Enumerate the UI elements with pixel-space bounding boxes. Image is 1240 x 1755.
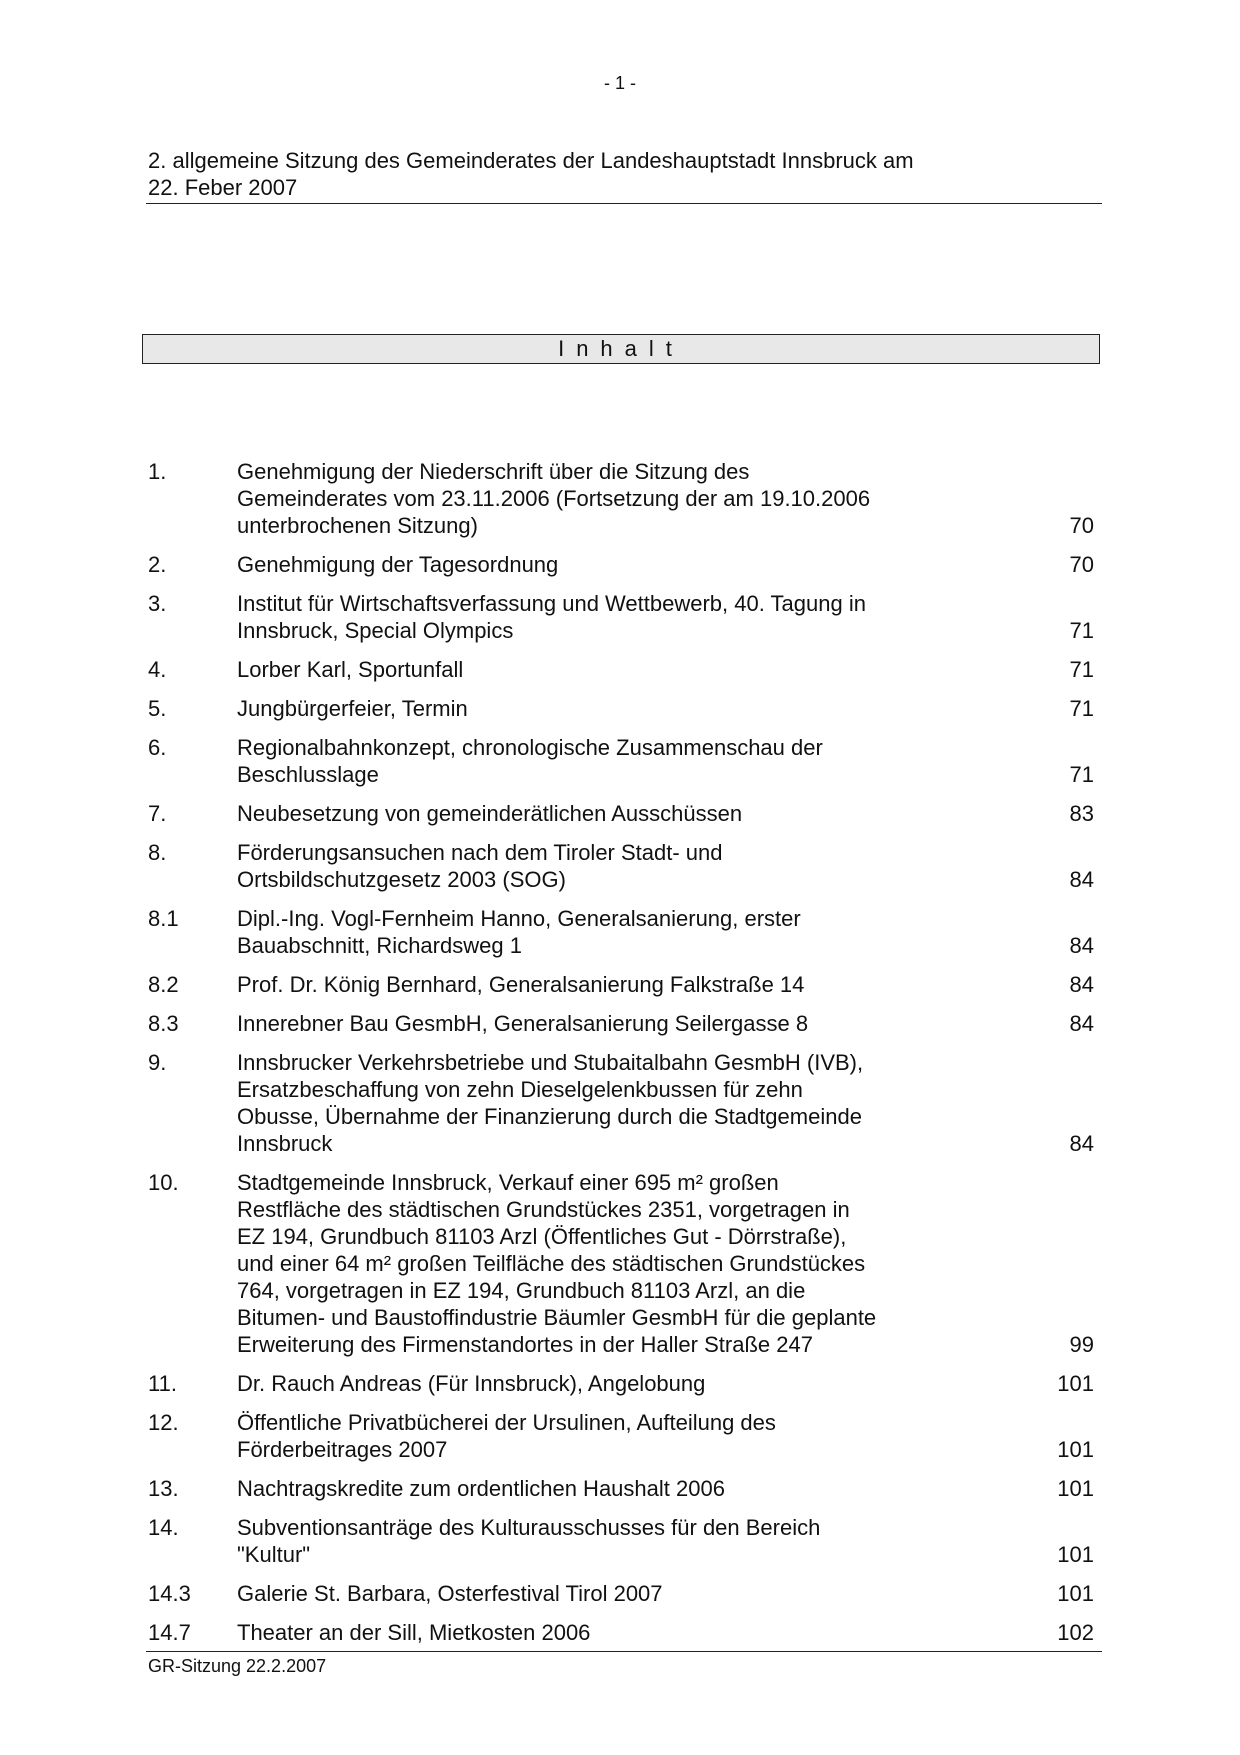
toc-entry-title <box>237 1010 937 1037</box>
toc-entry-number: 3. <box>148 591 167 616</box>
toc-entry-title <box>237 734 937 788</box>
toc-entry-title <box>237 800 937 827</box>
toc-entry-title <box>237 839 937 893</box>
footer-divider <box>146 1651 1102 1652</box>
toc-entry-title <box>237 1514 937 1568</box>
toc-entry <box>148 1514 1098 1568</box>
toc-entry-title-line: Förderungsansuchen nach dem Tiroler Stadt- und <box>237 840 723 865</box>
header-divider <box>146 203 1102 204</box>
toc-entry-title-line: unterbrochenen Sitzung) <box>237 513 478 538</box>
toc-entry <box>148 1619 1098 1646</box>
table-of-contents <box>148 458 1098 1658</box>
toc-entry-title-line: Förderbeitrages 2007 <box>237 1437 448 1462</box>
toc-entry <box>148 1169 1098 1358</box>
toc-entry-page: 101 <box>1057 1437 1094 1462</box>
toc-entry-number: 11. <box>148 1371 177 1396</box>
toc-entry-page: 71 <box>1069 657 1094 682</box>
toc-entry-title-line: 764, vorgetragen in EZ 194, Grundbuch 81103 Arzl, an die <box>237 1278 806 1303</box>
toc-entry-title-line: Genehmigung der Tagesordnung <box>237 552 559 577</box>
toc-entry-title <box>237 590 937 644</box>
toc-entry-title-line: Restfläche des städtischen Grundstückes 2351, vorgetragen in <box>237 1197 850 1222</box>
toc-entry-number: 8.3 <box>148 1011 179 1036</box>
toc-entry <box>148 458 1098 539</box>
header-line-1: 2. allgemeine Sitzung des Gemeinderates der Landeshauptstadt Innsbruck am <box>148 148 914 173</box>
toc-entry-title-line: Bauabschnitt, Richardsweg 1 <box>237 933 522 958</box>
page-number: - 1 - <box>603 73 636 93</box>
toc-entry-title-line: Ortsbildschutzgesetz 2003 (SOG) <box>237 867 566 892</box>
toc-entry-number: 2. <box>148 552 167 577</box>
toc-entry-page: 84 <box>1069 972 1094 997</box>
toc-entry-title-line: Bitumen- und Baustoffindustrie Bäumler GesmbH für die geplante <box>237 1305 877 1330</box>
toc-entry-number: 10. <box>148 1170 179 1195</box>
toc-entry-number: 14. <box>148 1515 179 1540</box>
toc-entry-page: 83 <box>1069 801 1094 826</box>
toc-entry-title-line: Obusse, Übernahme der Finanzierung durch die Stadtgemeinde <box>237 1104 862 1129</box>
toc-entry-title <box>237 695 937 722</box>
toc-entry-number: 1. <box>148 459 167 484</box>
toc-entry-number: 14.7 <box>148 1620 191 1645</box>
toc-entry-title-line: EZ 194, Grundbuch 81103 Arzl (Öffentliches Gut - Dörrstraße), <box>237 1224 847 1249</box>
toc-entry <box>148 1580 1098 1607</box>
toc-entry-title-line: Innerebner Bau GesmbH, Generalsanierung Seilergasse 8 <box>237 1011 809 1036</box>
toc-entry-page: 84 <box>1069 1011 1094 1036</box>
toc-entry <box>148 1409 1098 1463</box>
toc-entry-title <box>237 1619 937 1646</box>
toc-entry-title <box>237 1370 937 1397</box>
toc-entry-number: 6. <box>148 735 167 760</box>
document-header <box>148 147 1098 201</box>
toc-entry-title-line: Öffentliche Privatbücherei der Ursulinen, Aufteilung des <box>237 1410 776 1435</box>
toc-entry-title-line: Dr. Rauch Andreas (Für Innsbruck), Angelobung <box>237 1371 706 1396</box>
toc-entry-page: 70 <box>1069 513 1094 538</box>
toc-entry-title-line: Innsbruck <box>237 1131 333 1156</box>
toc-entry-title-line: Jungbürgerfeier, Termin <box>237 696 468 721</box>
toc-entry-page: 99 <box>1069 1332 1094 1357</box>
toc-entry <box>148 1475 1098 1502</box>
toc-entry <box>148 695 1098 722</box>
toc-entry-title <box>237 1169 937 1358</box>
toc-entry-number: 5. <box>148 696 167 721</box>
toc-entry-title <box>237 1580 937 1607</box>
toc-entry <box>148 551 1098 578</box>
toc-entry <box>148 734 1098 788</box>
toc-entry-page: 84 <box>1069 933 1094 958</box>
toc-entry-title-line: Subventionsanträge des Kulturausschusses für den Bereich <box>237 1515 821 1540</box>
toc-entry-number: 13. <box>148 1476 179 1501</box>
toc-entry-title-line: Gemeinderates vom 23.11.2006 (Fortsetzung der am 19.10.2006 <box>237 486 871 511</box>
toc-entry-title-line: Nachtragskredite zum ordentlichen Haushalt 2006 <box>237 1476 725 1501</box>
toc-entry-page: 102 <box>1057 1620 1094 1645</box>
toc-entry-page: 71 <box>1069 618 1094 643</box>
header-line-2: 22. Feber 2007 <box>148 175 298 200</box>
toc-entry-title-line: Galerie St. Barbara, Osterfestival Tirol 2007 <box>237 1581 663 1606</box>
toc-entry <box>148 971 1098 998</box>
toc-entry-title-line: Neubesetzung von gemeinderätlichen Ausschüssen <box>237 801 743 826</box>
toc-entry-number: 14.3 <box>148 1581 191 1606</box>
toc-entry-title-line: Ersatzbeschaffung von zehn Dieselgelenkbussen für zehn <box>237 1077 803 1102</box>
toc-entry-title-line: Regionalbahnkonzept, chronologische Zusammenschau der <box>237 735 823 760</box>
toc-entry-title-line: Innsbrucker Verkehrsbetriebe und Stubaitalbahn GesmbH (IVB), <box>237 1050 864 1075</box>
toc-entry <box>148 656 1098 683</box>
toc-entry-title-line: Beschlusslage <box>237 762 379 787</box>
toc-entry <box>148 1049 1098 1157</box>
toc-entry-number: 4. <box>148 657 167 682</box>
toc-entry-title-line: Stadtgemeinde Innsbruck, Verkauf einer 695 m² großen <box>237 1170 779 1195</box>
toc-entry-page: 101 <box>1057 1542 1094 1567</box>
toc-entry-page: 101 <box>1057 1371 1094 1396</box>
toc-entry-number: 8.2 <box>148 972 179 997</box>
page-footer: GR-Sitzung 22.2.2007 <box>148 1656 327 1676</box>
toc-entry-title <box>237 458 937 539</box>
toc-entry <box>148 800 1098 827</box>
toc-entry-title <box>237 971 937 998</box>
toc-entry <box>148 1370 1098 1397</box>
toc-entry-page: 84 <box>1069 867 1094 892</box>
toc-entry-page: 101 <box>1057 1476 1094 1501</box>
toc-entry <box>148 1010 1098 1037</box>
toc-entry-number: 8.1 <box>148 906 179 931</box>
toc-entry-number: 9. <box>148 1050 167 1075</box>
toc-entry-title <box>237 1409 937 1463</box>
toc-entry-page: 71 <box>1069 762 1094 787</box>
toc-entry-title <box>237 1049 937 1157</box>
toc-entry-title <box>237 905 937 959</box>
toc-entry-number: 7. <box>148 801 167 826</box>
section-title: Inhalt <box>558 336 684 361</box>
toc-entry-title <box>237 551 937 578</box>
toc-entry-title-line: und einer 64 m² großen Teilfläche des städtischen Grundstückes <box>237 1251 866 1276</box>
toc-entry-page: 101 <box>1057 1581 1094 1606</box>
section-title-box <box>142 334 1100 364</box>
toc-entry-title-line: Innsbruck, Special Olympics <box>237 618 514 643</box>
toc-entry-title-line: Institut für Wirtschaftsverfassung und Wettbewerb, 40. Tagung in <box>237 591 866 616</box>
toc-entry-title-line: Prof. Dr. König Bernhard, Generalsanierung Falkstraße 14 <box>237 972 805 997</box>
toc-entry-page: 70 <box>1069 552 1094 577</box>
toc-entry-title-line: Dipl.-Ing. Vogl-Fernheim Hanno, Generalsanierung, erster <box>237 906 801 931</box>
toc-entry-number: 8. <box>148 840 167 865</box>
toc-entry <box>148 590 1098 644</box>
toc-entry-title-line: Genehmigung der Niederschrift über die Sitzung des <box>237 459 750 484</box>
toc-entry-title-line: Erweiterung des Firmenstandortes in der Haller Straße 247 <box>237 1332 813 1357</box>
toc-entry-title-line: "Kultur" <box>237 1542 311 1567</box>
toc-entry-page: 84 <box>1069 1131 1094 1156</box>
toc-entry-title-line: Lorber Karl, Sportunfall <box>237 657 464 682</box>
toc-entry-number: 12. <box>148 1410 179 1435</box>
toc-entry-page: 71 <box>1069 696 1094 721</box>
toc-entry <box>148 839 1098 893</box>
toc-entry-title-line: Theater an der Sill, Mietkosten 2006 <box>237 1620 591 1645</box>
toc-entry-title <box>237 656 937 683</box>
toc-entry-title <box>237 1475 937 1502</box>
toc-entry <box>148 905 1098 959</box>
